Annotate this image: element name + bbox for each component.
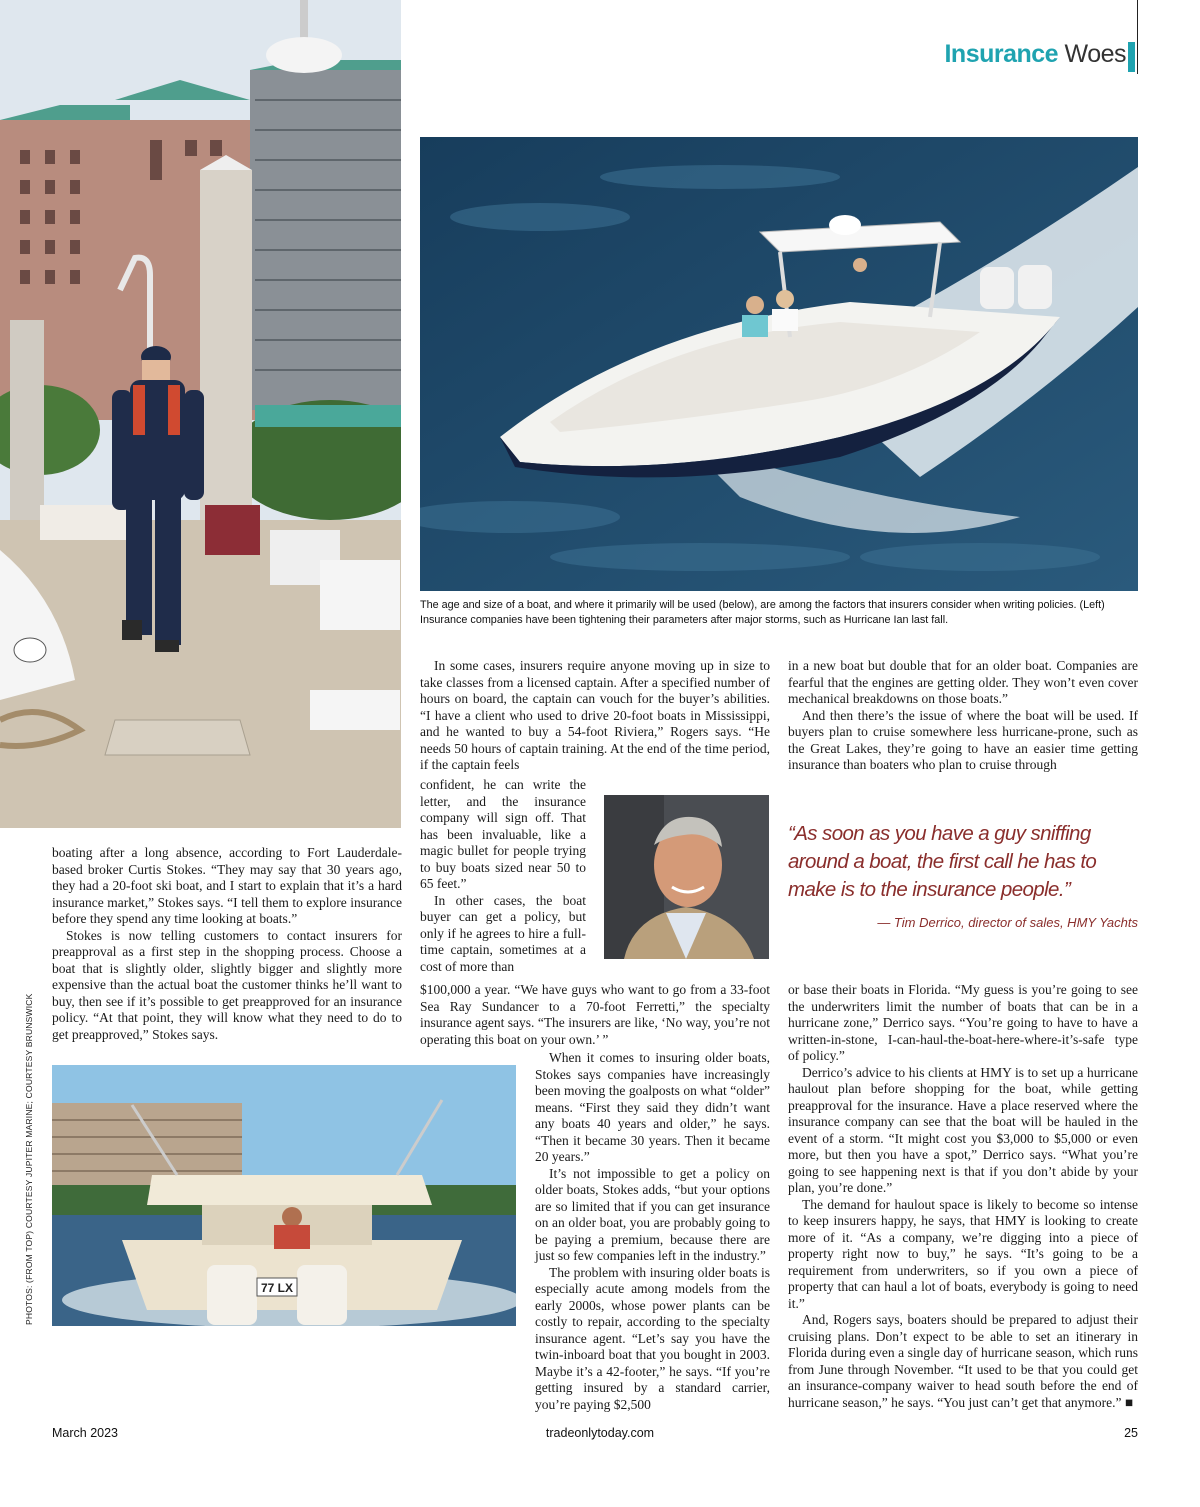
- right-column-top: [788, 658, 1138, 774]
- section-title-strong: Insurance: [944, 40, 1059, 68]
- middle-column-narrow: [420, 777, 586, 975]
- registration-number: 77 LX: [260, 1281, 294, 1295]
- photo-dual-console-boat: [52, 1065, 516, 1326]
- right-paragraph-5: The demand for haulout space is likely to become so intense to keep insurers happy, he says, that HMY is looking to create more of it. “As a company, we’re digging into a piece of property right now to buy,” he says. “It’s going to be a requirement from underwriters, so if you own a piece of property that can haul a lot of boats, everybody is going to need it.”: [788, 1196, 1138, 1311]
- right-paragraph-1: in a new boat but double that for an older boat. Companies are fearful that the engines are getting older. They won’t even cover mechanical breakdowns on those boats.”: [788, 658, 1138, 706]
- middle-paragraph-2-cont: $100,000 a year. “We have guys who want to go from a 33-foot Sea Ray Sundancer to a 70-foot Ferretti,” the specialty insurance agent says. “The insurers are like, ‘No way, you’re not operating this boat on your own.’ ”: [420, 982, 770, 1047]
- photo-caption: The age and size of a boat, and where it primarily will be used (below), are among the factors that insurers consider when writing policies. (Left) Insurance companies have been tightening their parameters after major storms, such as Hurricane Ian last fall.: [420, 599, 1105, 626]
- middle-column-top: [420, 658, 770, 774]
- footer-page-number: 25: [1124, 1426, 1138, 1440]
- footer-date: March 2023: [52, 1426, 119, 1440]
- section-accent-bar: [1128, 42, 1135, 72]
- left-paragraph-2: Stokes is now telling customers to contact insurers for preapproval as a first step in the shopping process. Choose a boat that is slightly older, slightly bigger and slightly more expensive than the actual boat the customer thinks he’ll want to buy, then see if it’s possible to get preapproved for an insurance policy. “At that point, they will know what they need to do to get preapproved,” Stokes says.: [52, 927, 402, 1042]
- middle-paragraph-5: The problem with insuring older boats is especially acute among models from the early 2000s, whose power plants can be costly to repair, according to the specialty insurance agent. “Let’s say you have the twin-inboard boat that you bought in 2003. Maybe it’s a 42-footer,” he says. “If you’re getting insured by a standard carrier, you’re paying $2,500: [535, 1264, 770, 1412]
- middle-column-full: [420, 982, 770, 1048]
- photo-credit-text: PHOTOS: (FROM TOP) COURTESY JUPITER MARINE; COURTESY BRUNSWICK: [24, 993, 34, 1325]
- photo-center-console-boat: [420, 137, 1138, 591]
- middle-paragraph-4: It’s not impossible to get a policy on older boats, Stokes adds, “but your options are so limited that if you can get insurance on an older boat, you are probably going to be paying a premium, because there are just so few companies left in the industry.”: [535, 1165, 770, 1263]
- right-paragraph-3: or base their boats in Florida. “My guess is you’re going to see the underwriters limit the number of boats that can be in a hurricane zone,” Derrico says. “You’re going to have to have a written-in-stone, I-can-haul-the-boat-here-where-it’s-safe type of policy.”: [788, 982, 1138, 1063]
- right-column-bottom: [788, 982, 1138, 1411]
- middle-paragraph-3: When it comes to insuring older boats, Stokes says companies have increasingly been moving the goalposts on what “older” means. “First they said they didn’t want any boats 40 years and older,” he says. “Then it became 30 years. Then it became 20 years.”: [535, 1050, 770, 1164]
- pull-quote-attribution: — Tim Derrico, director of sales, HMY Yachts: [877, 915, 1138, 930]
- section-title-light: Woes: [1064, 40, 1126, 68]
- section-title: [944, 40, 1126, 69]
- middle-column-bottom: [535, 1050, 770, 1413]
- middle-paragraph-1: In some cases, insurers require anyone moving up in size to take classes from a licensed captain. After a specified number of hours on board, the captain can vouch for the buyer’s abilities. “I have a client who used to drive 20-foot boats in Mississippi, and he wanted to buy a 54-foot Riviera,” Rogers says. “He needs 50 hours of captain training. At the end of the time period, if the captain feels: [420, 658, 770, 772]
- right-paragraph-6: And, Rogers says, boaters should be prepared to adjust their cruising plans. Don’t expect to be able to set an itinerary in Florida during even a single day of hurricane season, which runs from June through November. “It used to be that you could get an insurance-company waiver to head south before the end of hurricane season,” he says. “You just can’t get that anymore.” ■: [788, 1312, 1138, 1410]
- pull-quote: “As soon as you have a guy sniffing around a boat, the first call he has to make is to the insurance people.”: [788, 822, 1097, 901]
- header-rule: [1137, 0, 1138, 74]
- left-column: [52, 845, 402, 1043]
- photo-credit: [24, 993, 40, 1325]
- middle-paragraph-1-cont: confident, he can write the letter, and the insurance company will sign off. That has been invaluable, like a magic bullet for people trying to buy boats sized near 50 to 65 feet.”: [420, 777, 586, 891]
- right-paragraph-4: Derrico’s advice to his clients at HMY is to set up a hurricane haulout plan before shopping for the boat, while getting preapproval for the insurance. Have a place reserved where the insurance company can see that the boat will be hauled in the event of a storm. “It might cost you $3,000 to $5,000 or even more, but then you have a spot,” Derrico says. “What you’re going to see happening next is that if you don’t abide by your plan, you’re done.”: [788, 1064, 1138, 1195]
- photo-coast-guard-dock: [0, 0, 401, 828]
- right-paragraph-2: And then there’s the issue of where the boat will be used. If buyers plan to cruise somewhere less hurricane-prone, such as the Great Lakes, they’re going to have an easier time getting insurance than boaters who plan to cruise through: [788, 707, 1138, 772]
- middle-paragraph-2: In other cases, the boat buyer can get a policy, but only if he agrees to hire a full-time captain, sometimes at a cost of more than: [420, 892, 586, 974]
- left-paragraph-1: boating after a long absence, according to Fort Lauderdale-based broker Curtis Stokes. “They may say that 30 years ago, they had a 20-foot ski boat, and I start to explain that it’s a hard insurance market,” Stokes says. “I tell them to explore insurance before they spend any time looking at boats.”: [52, 845, 402, 926]
- footer-site-link[interactable]: tradeonlytoday.com: [545, 1426, 655, 1440]
- photo-tim-derrico: [604, 795, 769, 959]
